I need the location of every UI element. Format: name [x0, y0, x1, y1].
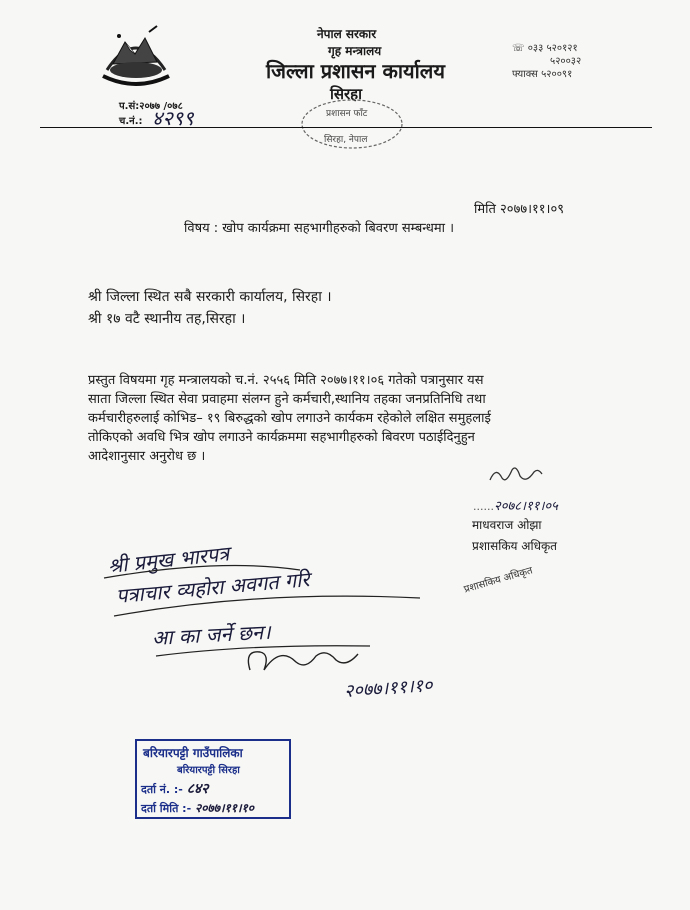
dispatch-number: ४२९९	[152, 106, 194, 130]
registration-number: ८४२	[186, 781, 209, 797]
office-name: जिल्ला प्रशासन कार्यालय	[266, 59, 445, 83]
note-signature	[240, 640, 380, 680]
ministry-name: गृह मन्त्रालय	[328, 44, 382, 58]
dispatch-label: च.नं.:	[119, 116, 143, 127]
phone-number-2: ५२००३२	[550, 56, 582, 67]
body-line: कर्मचारीहरुलाई कोभिड– १९ बिरुद्धको खोप लगाउने कार्यकम रहेकोले लक्षित समुहलाई	[88, 411, 491, 426]
receipt-stamp	[135, 739, 291, 819]
body-line: तोकिएको अवधि भित्र खोप लगाउने कार्यक्रममा सहभागीहरुको बिवरण पठाईदिनुहुन	[88, 430, 475, 445]
signature-date: २०७८।११।०५	[493, 499, 558, 514]
registration-date-label: दर्ता मिति :-	[141, 802, 192, 815]
government-name: नेपाल सरकार	[317, 27, 377, 41]
fax-number: ५२००९१	[541, 69, 573, 80]
note-line: श्री प्रमुख भारपत्र	[106, 541, 231, 578]
seal-text-top: प्रशासन फाँट	[326, 109, 368, 119]
letter-subject: विषय : खोप कार्यक्रमा सहभागीहरुको बिवरण सम्बन्धमा ।	[184, 221, 455, 236]
registration-number-row	[141, 779, 209, 798]
note-date: २०७७।११।१०	[343, 674, 434, 703]
receipt-stamp-title: बरियारपट्टी गाउँपालिका	[143, 746, 243, 760]
body-line: आदेशानुसार अनुरोध छ ।	[88, 449, 206, 464]
official-signature	[486, 462, 546, 488]
signatory-name: माधवराज ओझा	[472, 518, 542, 532]
letter-body	[88, 371, 608, 466]
fiscal-year: प.सं:२०७७ /०७८	[119, 101, 183, 112]
letter-date: मिति २०७७।११।०९	[474, 202, 564, 217]
signatory-designation: प्रशासकिय अधिकृत	[472, 539, 558, 553]
phone-number: ०३३ ५२०१२१	[527, 43, 578, 54]
receipt-stamp-address: बरियारपट्टी सिरहा	[177, 765, 240, 776]
fax-label: फ्याक्स	[512, 69, 538, 80]
note-line: पत्राचार व्यहोरा अवगत गरि	[114, 567, 311, 608]
designation-stamp: प्रशासकिय अधिकृत	[462, 565, 534, 596]
signature-date-line: ......२०७८।११।०५	[473, 499, 558, 514]
registration-date-row	[141, 799, 254, 816]
nepal-emblem-icon	[95, 24, 177, 96]
registration-date: २०७७।११।१०	[194, 801, 255, 815]
note-line: आ का जर्ने छन।	[151, 619, 272, 650]
office-seal	[298, 96, 406, 152]
header-divider	[40, 127, 652, 128]
recipient-1: श्री जिल्ला स्थित सबै सरकारी कार्यालय, सिरहा ।	[88, 289, 332, 305]
registration-number-label: दर्ता नं. :-	[141, 783, 183, 796]
contact-block	[512, 42, 602, 81]
phone-icon: ☏	[512, 43, 525, 54]
recipient-2: श्री १७ वटै स्थानीय तह,सिरहा ।	[88, 311, 246, 327]
body-line: प्रस्तुत विषयमा गृह मन्त्रालयको च.नं. २५५६ मिति २०७७।११।०६ गतेको पत्रानुसार यस	[88, 373, 484, 388]
district-name: सिरहा	[330, 85, 363, 103]
body-line: साता जिल्ला स्थित सेवा प्रवाहमा संलग्न हुने कर्मचारी,स्थानिय तहका जनप्रतिनिधि तथा	[88, 392, 486, 407]
seal-text-bottom: सिरहा, नेपाल	[324, 135, 368, 145]
